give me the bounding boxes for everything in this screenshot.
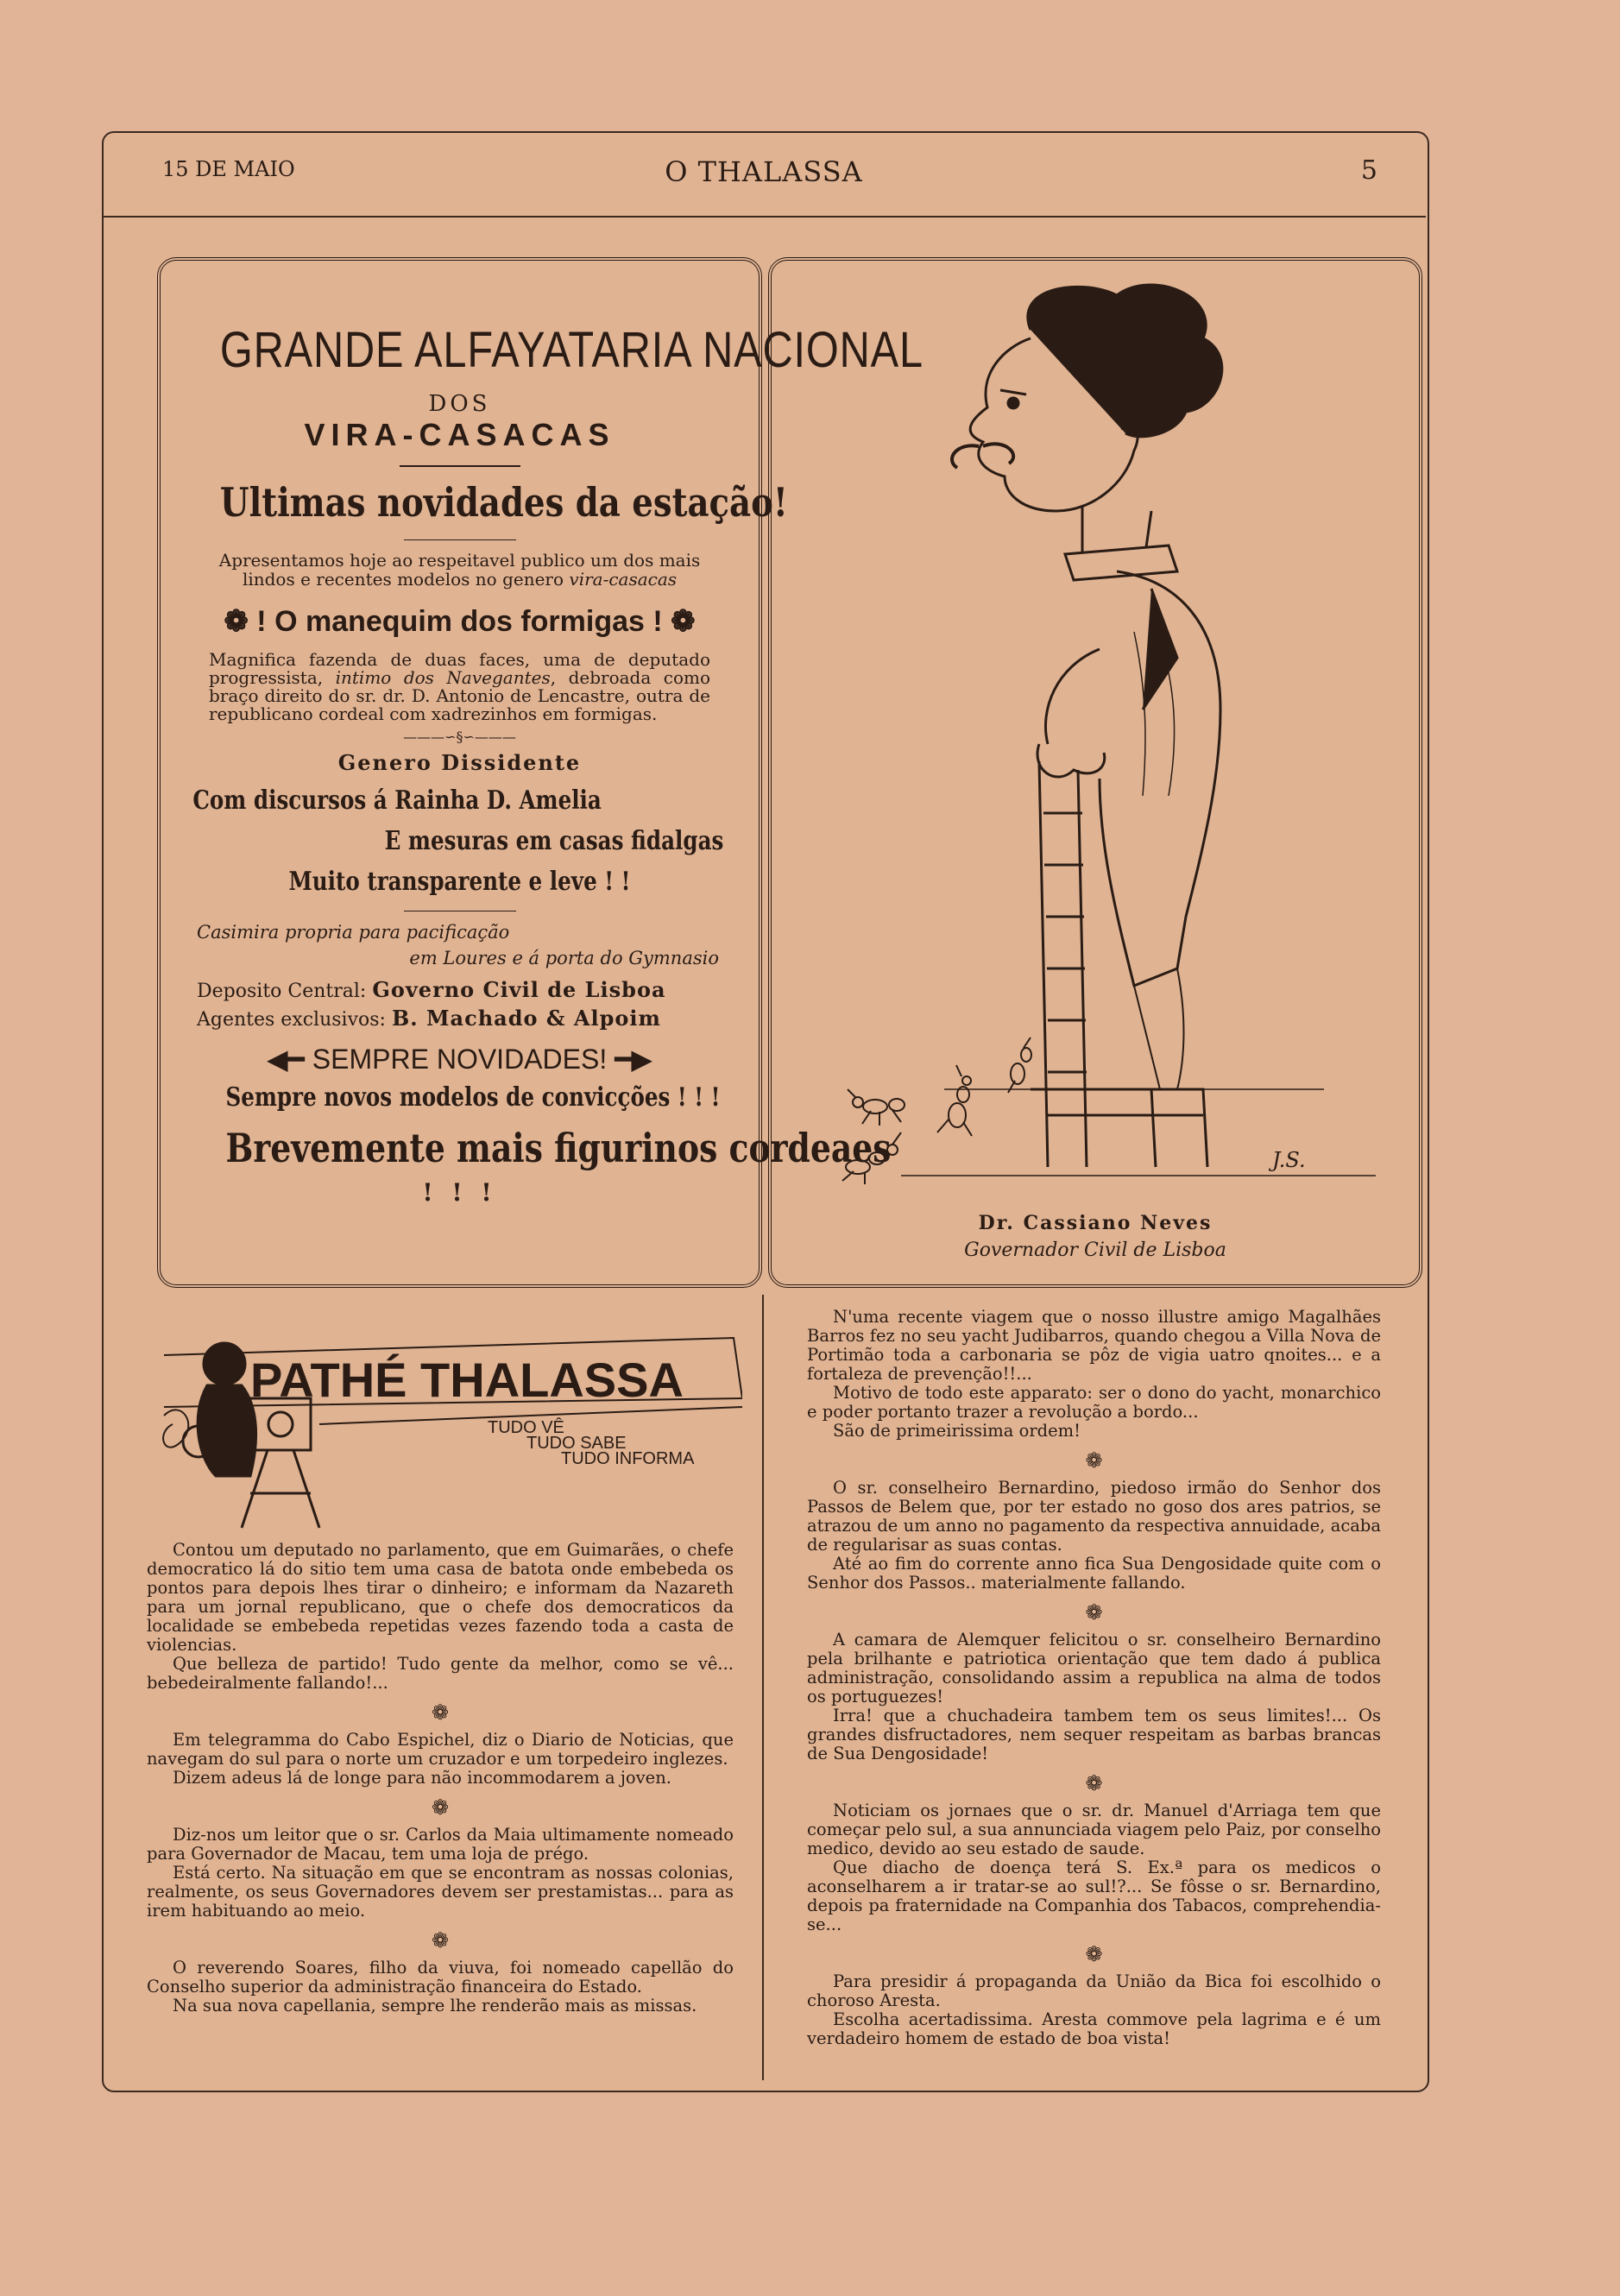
flower-ornament-icon: ❁ <box>1085 1600 1103 1624</box>
left-paragraph: Dizem adeus lá de longe para não incommodarem a joven. <box>173 1768 671 1788</box>
left-paragraph: Contou um deputado no parlamento, que em Guimarães, o chefe democratico lá do sitio tem uma casa de batota onde embebeda os pontos para depois lhes tirar o dinheiro; e informam da Nazareth para um jornal republicano, que o chefe dos democraticos da localidade se embebeda repetidas vezes fazendo toda a casta de violencias. <box>147 1540 734 1655</box>
right-paragraph: Motivo de todo este apparato: ser o dono do yacht, monarchico e poder portanto trazer a revolução a bordo... <box>807 1383 1381 1422</box>
ad-novos-modelos: Sempre novos modelos de convicções ! ! ! <box>225 1082 721 1113</box>
caricature-role: Governador Civil de Lisboa <box>964 1239 1226 1261</box>
pathe-line-1: TUDO VÊ <box>488 1418 564 1437</box>
right-paragraph: Para presidir á propaganda da União da Bica foi escolhido o choroso Aresta. <box>807 1971 1381 2010</box>
left-column <box>147 1541 734 2015</box>
ad-casimira-1: Casimira propria para pacificação <box>197 922 510 943</box>
caricature-signature: J.S. <box>1272 1148 1306 1172</box>
ad-dos: DOS <box>428 391 491 417</box>
header-title: O THALASSA <box>665 155 863 188</box>
flower-ornament-icon: ❁ <box>1085 1448 1103 1473</box>
header-rule <box>102 216 1426 218</box>
column-divider <box>762 1295 764 2080</box>
header-page-number: 5 <box>1360 155 1377 186</box>
ad-intro-text: Apresentamos hoje ao respeitavel publico um dos mais lindos e recentes modelos no genero <box>218 550 701 590</box>
swirl-ornament-icon: ———∽§∽——— <box>403 729 516 745</box>
ad-manequim <box>174 604 745 639</box>
header-date: 15 DE MAIO <box>162 157 295 181</box>
hand-pointer-right-icon: ◀━ <box>267 1044 305 1075</box>
right-paragraph: Noticiam os jornaes que o sr. dr. Manuel d'Arriaga tem que começar pelo sul, a sua annunciada viagem pelo Paiz, por conselho medico, devido ao seu estado de saude. <box>807 1801 1381 1858</box>
right-paragraph: A camara de Alemquer felicitou o sr. conselheiro Bernardino pela brilhante e patriotica orientação que tem dado á publica administração, consolidando assim a republica na alma de todos os portuguezes! <box>807 1630 1381 1706</box>
flower-ornament-icon: ❁ <box>431 1928 450 1952</box>
ad-fazenda <box>174 651 745 723</box>
pathe-title: PATHÉ THALASSA <box>250 1353 684 1407</box>
right-paragraph: O sr. conselheiro Bernardino, piedoso irmão do Senhor dos Passos de Belem que, por ter estado no goso dos ares patrios, se atrazou de um anno no pagamento da respectiva annuidade, acaba de regularisar as suas contas. <box>807 1478 1381 1555</box>
ad-genero: Genero Dissidente <box>337 750 582 775</box>
ad-deposito-value: Governo Civil de Lisboa <box>372 977 666 1002</box>
right-paragraph: Até ao fim do corrente anno fica Sua Dengosidade quite com o Senhor dos Passos.. materialmente fallando. <box>807 1554 1381 1593</box>
ad-vira-casacas: VIRA-CASACAS <box>304 417 615 452</box>
caricature-box <box>768 257 1422 1288</box>
left-paragraph: Na sua nova capellania, sempre lhe renderão mais as missas. <box>173 1996 697 2015</box>
ad-heading: GRANDE ALFAYATARIA NACIONAL <box>219 322 923 378</box>
ad-discursos: Com discursos á Rainha D. Amelia <box>192 785 602 816</box>
caricature-illustration <box>772 261 1419 1202</box>
ad-divider-thin <box>404 539 516 540</box>
ad-exclamations: ! ! ! <box>422 1178 497 1207</box>
pathe-line-2: TUDO SABE <box>526 1434 627 1453</box>
right-paragraph: Escolha acertadissima. Aresta commove pela lagrima e é um verdadeiro homem de estado de boa vista! <box>807 2009 1381 2048</box>
flower-ornament-icon: ❁ <box>431 1700 450 1725</box>
pathe-thalassa-masthead <box>147 1303 742 1536</box>
ad-sempre <box>174 1043 745 1075</box>
ad-casimira-2: em Loures e á porta do Gymnasio <box>409 948 719 968</box>
flower-ornament-icon: ❁ <box>1085 1942 1103 1966</box>
ad-fazenda-text-1: Magnifica fazenda de duas faces, uma de deputado progressista, <box>209 649 710 688</box>
ad-transparente: Muito transparente e leve ! ! <box>288 867 631 897</box>
hand-pointer-left-icon: ━▶ <box>615 1044 652 1075</box>
flower-icon: ❁ <box>224 605 249 638</box>
ad-divider <box>400 465 520 467</box>
caricature-name: Dr. Cassiano Neves <box>978 1212 1213 1234</box>
ad-deposito-label: Deposito Central: <box>197 981 367 1002</box>
left-paragraph: Está certo. Na situação em que se encontram as nossas colonias, realmente, os seus Governadores devem ser prestamistas... para as irem habituando ao meio. <box>147 1863 734 1921</box>
right-column <box>807 1308 1381 2048</box>
left-paragraph: Em telegramma do Cabo Espichel, diz o Diario de Noticias, que navegam do sul para o norte um cruzador e um torpedeiro inglezes. <box>147 1730 734 1769</box>
ad-intro-italic: vira-casacas <box>569 569 678 590</box>
ad-deposito <box>174 977 745 1002</box>
ad-fazenda-text-2: , debroada como braço direito do sr. dr. D. Antonio de Lencastre, outra de republicano cordeal com xadrezinhos em formigas. <box>209 667 711 724</box>
right-paragraph: Que diacho de doença terá S. Ex.ª para os medicos o aconselharem a ir tratar-se ao sul!?... Se fôsse o sr. Bernardino, depois pa fraternidade na Companhia dos Tabacos, comprehendia-se... <box>807 1858 1381 1934</box>
page-header <box>102 131 1426 218</box>
ad-agentes-label: Agentes exclusivos: <box>197 1009 386 1031</box>
left-paragraph: Diz-nos um leitor que o sr. Carlos da Maia ultimamente nomeado para Governador de Macau, tem uma loja de prégo. <box>147 1825 734 1864</box>
pathe-line-3: TUDO INFORMA <box>561 1449 695 1468</box>
ad-intro <box>174 551 745 589</box>
advertisement-box <box>157 257 923 1288</box>
ad-brevemente: Brevemente mais figurinos cordeaes <box>225 1125 892 1171</box>
right-paragraph: N'uma recente viagem que o nosso illustre amigo Magalhães Barros fez no seu yacht Judibarros, quando chegou a Villa Nova de Portimão toda a carbonaria se pôz de vigia uatro qnoites... e a fortaleza de prevenção!!... <box>807 1307 1381 1384</box>
ad-sempre-text: SEMPRE NOVIDADES! <box>312 1044 608 1075</box>
ad-fazenda-italic: intimo dos Navegantes <box>335 667 551 688</box>
right-paragraph: São de primeirissima ordem! <box>833 1421 1081 1441</box>
left-paragraph: O reverendo Soares, filho da viuva, foi nomeado capellão do Conselho superior da administração financeira do Estado. <box>147 1958 734 1996</box>
flower-ornament-icon: ❁ <box>1085 1771 1103 1795</box>
ad-agentes-value: B. Machado & Alpoim <box>391 1006 661 1031</box>
right-paragraph: Irra! que a chuchadeira tambem tem os seus limites!... Os grandes disfructadores, nem sequer respeitam as barbas brancas de Sua Dengosidade! <box>807 1706 1381 1763</box>
flower-ornament-icon: ❁ <box>431 1795 450 1820</box>
ad-mesuras: E mesuras em casas fidalgas <box>384 826 724 856</box>
flower-icon: ❁ <box>671 605 696 638</box>
ad-agentes <box>174 1006 745 1031</box>
ad-ultimas: Ultimas novidades da estação! <box>219 479 788 526</box>
left-paragraph: Que belleza de partido! Tudo gente da melhor, como se vê... bebedeiralmente fallando!... <box>147 1654 734 1693</box>
ad-manequim-text: ! O manequim dos formigas ! <box>256 605 663 638</box>
